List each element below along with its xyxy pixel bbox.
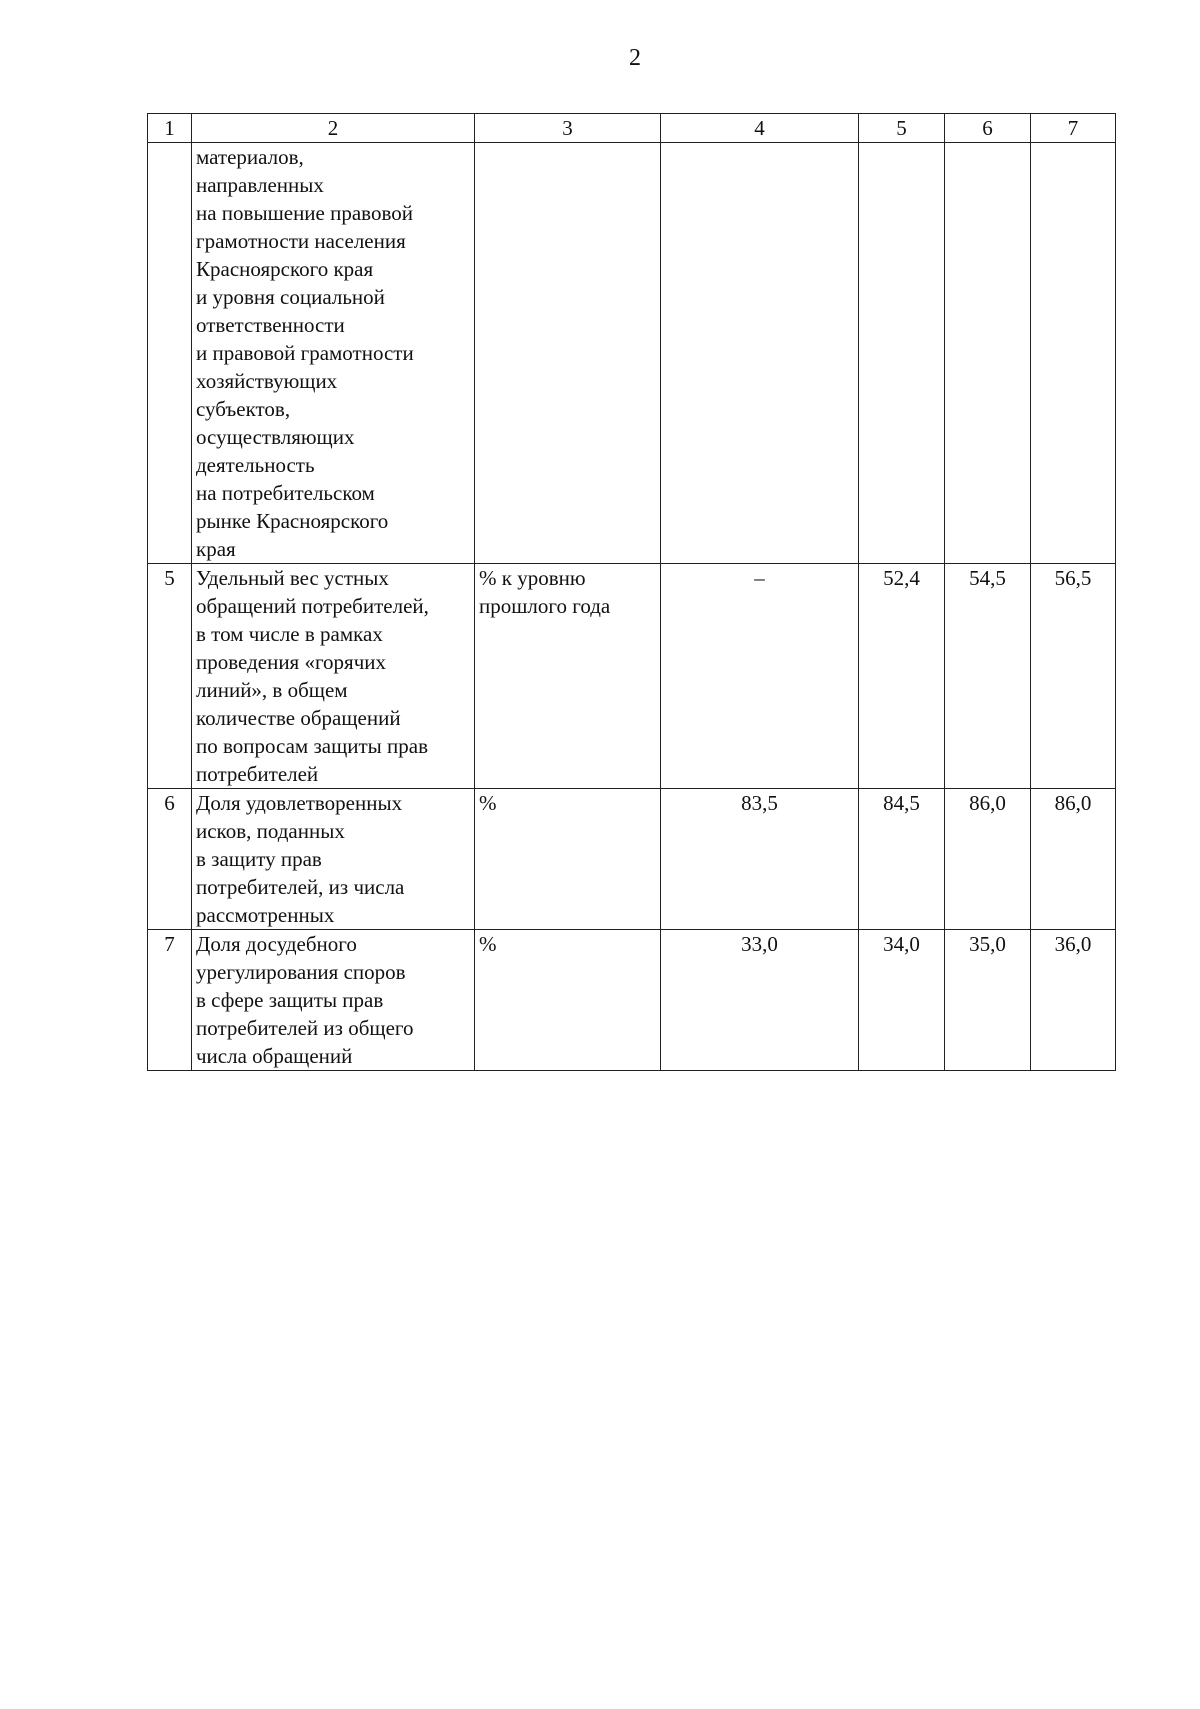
value-cell-col4 (661, 143, 859, 564)
indicator-name-line: рассмотренных (196, 903, 335, 927)
indicator-name-line: Доля удовлетворенных (196, 791, 403, 815)
indicator-name-line: направленных (196, 173, 324, 197)
column-header: 7 (1031, 114, 1116, 143)
indicator-name-line: в сфере защиты прав (196, 988, 384, 1012)
indicator-name-line: на потребительском (196, 481, 375, 505)
table-row (148, 564, 1116, 789)
indicator-name-line: Красноярского края (196, 257, 374, 281)
row-number-cell: 6 (148, 789, 192, 930)
indicator-name-line: в том числе в рамках (196, 622, 383, 646)
value-cell-col7: 56,5 (1031, 564, 1116, 789)
unit-cell (475, 789, 661, 930)
indicator-name-line: исков, поданных (196, 819, 345, 843)
indicator-name-line: потребителей (196, 762, 319, 786)
table-row (148, 143, 1116, 564)
indicator-name-line: по вопросам защиты прав (196, 734, 428, 758)
unit-cell (475, 930, 661, 1071)
indicator-name-line: количестве обращений (196, 706, 401, 730)
indicator-name-line: осуществляющих (196, 425, 355, 449)
indicator-name-cell (192, 143, 475, 564)
value-cell-col4: – (661, 564, 859, 789)
unit-line: % (479, 932, 497, 956)
table-row (148, 930, 1116, 1071)
indicator-name-line: в защиту прав (196, 847, 322, 871)
value-cell-col6: 86,0 (945, 789, 1031, 930)
indicator-name-line: и уровня социальной (196, 285, 385, 309)
indicator-name-cell (192, 564, 475, 789)
page-number: 2 (629, 45, 641, 71)
value-cell-col6: 35,0 (945, 930, 1031, 1071)
indicator-name-line: урегулирования споров (196, 960, 406, 984)
column-header: 5 (859, 114, 945, 143)
value-cell-col7: 86,0 (1031, 789, 1116, 930)
column-header: 4 (661, 114, 859, 143)
indicator-name-line: материалов, (196, 145, 304, 169)
table-row (148, 789, 1116, 930)
column-header: 6 (945, 114, 1031, 143)
unit-line: % к уровню (479, 566, 586, 590)
indicator-name-line: числа обращений (196, 1044, 353, 1068)
indicators-table (147, 113, 1116, 1071)
unit-cell (475, 564, 661, 789)
value-cell-col4: 33,0 (661, 930, 859, 1071)
indicator-name-line: деятельность (196, 453, 315, 477)
value-cell-col4: 83,5 (661, 789, 859, 930)
row-number-cell: 5 (148, 564, 192, 789)
unit-line: прошлого года (479, 594, 611, 618)
value-cell-col5 (859, 143, 945, 564)
indicator-name-line: рынке Красноярского (196, 509, 389, 533)
value-cell-col7 (1031, 143, 1116, 564)
indicator-name-line: и правовой грамотности (196, 341, 414, 365)
value-cell-col5: 52,4 (859, 564, 945, 789)
value-cell-col6 (945, 143, 1031, 564)
indicator-name-line: потребителей из общего (196, 1016, 414, 1040)
indicator-name-line: линий», в общем (196, 678, 348, 702)
indicator-name-line: Доля досудебного (196, 932, 357, 956)
column-header: 3 (475, 114, 661, 143)
indicator-name-line: Удельный вес устных (196, 566, 389, 590)
indicator-name-line: хозяйствующих (196, 369, 338, 393)
indicator-name-line: проведения «горячих (196, 650, 387, 674)
row-number-cell (148, 143, 192, 564)
value-cell-col5: 84,5 (859, 789, 945, 930)
value-cell-col6: 54,5 (945, 564, 1031, 789)
indicator-name-line: края (196, 537, 236, 561)
row-number-cell: 7 (148, 930, 192, 1071)
unit-line: % (479, 791, 497, 815)
indicator-name-line: субъектов, (196, 397, 291, 421)
column-header: 1 (148, 114, 192, 143)
indicator-name-line: на повышение правовой (196, 201, 413, 225)
unit-cell (475, 143, 661, 564)
table-header-row (148, 114, 1116, 143)
value-cell-col7: 36,0 (1031, 930, 1116, 1071)
indicator-name-line: грамотности населения (196, 229, 406, 253)
indicator-name-line: обращений потребителей, (196, 594, 429, 618)
indicator-name-line: потребителей, из числа (196, 875, 405, 899)
value-cell-col5: 34,0 (859, 930, 945, 1071)
column-header: 2 (192, 114, 475, 143)
indicator-name-line: ответственности (196, 313, 345, 337)
indicator-name-cell (192, 930, 475, 1071)
indicator-name-cell (192, 789, 475, 930)
